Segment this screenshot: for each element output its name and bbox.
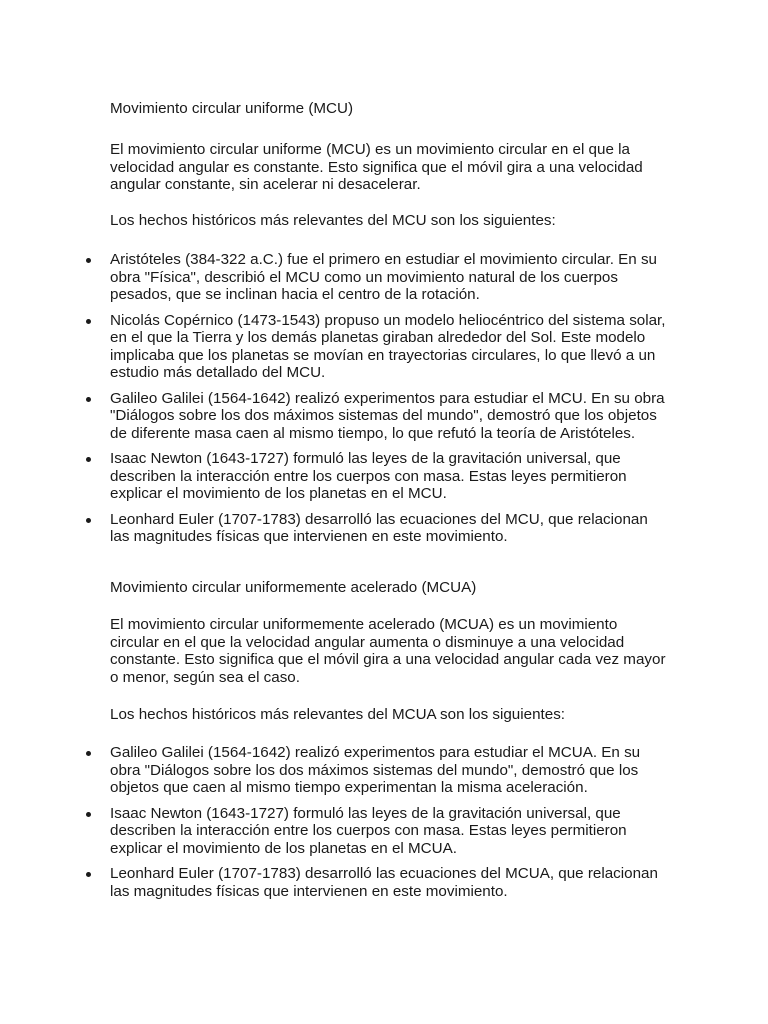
list-item bbox=[0, 390, 670, 443]
list-item bbox=[0, 251, 670, 304]
bullet-icon bbox=[86, 397, 91, 402]
section-intro-mcua: El movimiento circular uniformemente acelerado (MCUA) es un movimiento circular en el que la velocidad angular aumenta o disminuye a una velocidad constante. Esto significa que el móvil gira a una velocidad angular cada vez mayor o menor, según sea el caso. bbox=[110, 616, 666, 686]
list-item bbox=[0, 450, 670, 503]
list-item bbox=[0, 511, 670, 546]
list-item-text: Nicolás Copérnico (1473-1543) propuso un modelo heliocéntrico del sistema solar, en el que la Tierra y los demás planetas giraban alrededor del Sol. Este modelo implicaba que los planetas se movían en trayectorias circulares, lo que llevó a un estudio más detallado del MCU. bbox=[110, 311, 666, 381]
list-item-text: Aristóteles (384-322 a.C.) fue el primero en estudiar el movimiento circular. En su obra "Física", describió el MCU como un movimiento natural de los cuerpos pesados, que se inclinan hacia el centro de la rotación. bbox=[110, 251, 657, 303]
section-heading-mcu: Movimiento circular uniforme (MCU) bbox=[110, 100, 354, 117]
bullet-icon bbox=[86, 812, 91, 817]
list-item bbox=[0, 805, 670, 858]
bullet-icon bbox=[86, 319, 91, 324]
list-item bbox=[0, 744, 670, 797]
bullet-icon bbox=[86, 751, 91, 756]
facts-list-mcua bbox=[0, 744, 768, 900]
bullet-icon bbox=[86, 258, 91, 263]
bullet-icon bbox=[86, 457, 91, 462]
facts-list-mcu bbox=[0, 251, 768, 546]
list-item-text: Leonhard Euler (1707-1783) desarrolló las ecuaciones del MCU, que relacionan las magnitudes físicas que intervienen en este movimiento. bbox=[110, 510, 648, 545]
list-item bbox=[0, 865, 670, 900]
list-item-text: Leonhard Euler (1707-1783) desarrolló las ecuaciones del MCUA, que relacionan las magnitudes físicas que intervienen en este movimiento. bbox=[110, 865, 658, 900]
list-item-text: Isaac Newton (1643-1727) formuló las leyes de la gravitación universal, que describen la interacción entre los cuerpos con masa. Estas leyes permitieron explicar el movimiento de los planetas en el MCUA. bbox=[110, 804, 627, 857]
facts-lead-mcu: Los hechos históricos más relevantes del MCU son los siguientes: bbox=[110, 212, 556, 229]
facts-lead-mcua: Los hechos históricos más relevantes del MCUA son los siguientes: bbox=[110, 706, 566, 723]
section-heading-mcua: Movimiento circular uniformemente acelerado (MCUA) bbox=[110, 579, 477, 596]
list-item bbox=[0, 312, 670, 382]
list-item-text: Isaac Newton (1643-1727) formuló las leyes de la gravitación universal, que describen la interacción entre los cuerpos con masa. Estas leyes permitieron explicar el movimiento de los planetas en el MCU. bbox=[110, 450, 627, 502]
bullet-icon bbox=[86, 518, 91, 523]
list-item-text: Galileo Galilei (1564-1642) realizó experimentos para estudiar el MCU. En su obra "Diálogos sobre los dos máximos sistemas del mundo", demostró que los objetos de diferente masa caen al mismo tiempo, lo que refutó la teoría de Aristóteles. bbox=[110, 389, 665, 442]
list-item-text: Galileo Galilei (1564-1642) realizó experimentos para estudiar el MCUA. En su obra "Diálogos sobre los dos máximos sistemas del mundo", demostró que los objetos que caen al mismo tiempo experimentan la misma aceleración. bbox=[110, 744, 641, 796]
bullet-icon bbox=[86, 872, 91, 877]
section-intro-mcu: El movimiento circular uniforme (MCU) es un movimiento circular en el que la velocidad angular es constante. Esto significa que el móvil gira a una velocidad angular constante, sin acelerar ni desacelerar. bbox=[110, 141, 643, 193]
